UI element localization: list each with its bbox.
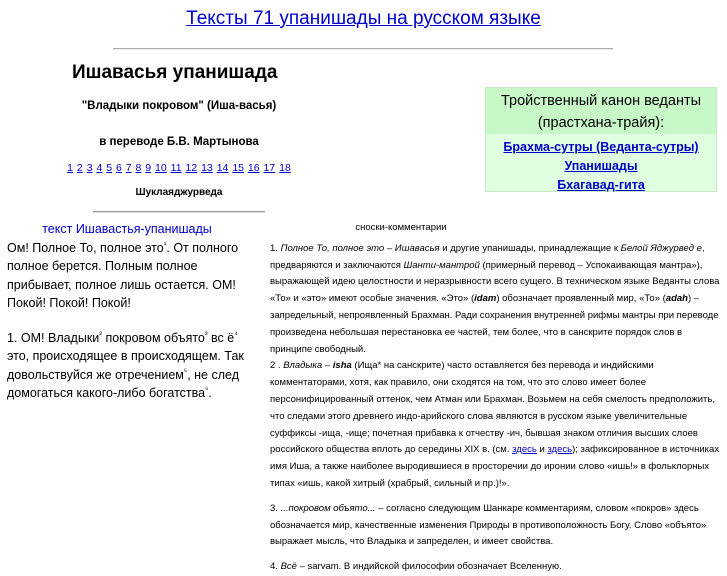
section-divider (93, 211, 265, 213)
text-toc-link[interactable]: текст Ишавастья-упанишады (42, 222, 212, 236)
site-title (0, 8, 727, 30)
page-link[interactable]: 1 (67, 162, 73, 174)
page-link[interactable]: 7 (125, 162, 132, 174)
note-4: 4. Всё – sarvam. В индийской философии обозначает Вселенную. (270, 561, 562, 573)
page-link[interactable]: 13 (201, 162, 213, 174)
note-link-here-2[interactable]: здесь (547, 444, 573, 456)
canon-heading-line1: Тройственный канон веданты (500, 93, 702, 109)
page-link[interactable]: 17 (263, 162, 276, 174)
note-3: 3. ...покровом объято... – согласно следующим Шанкаре комментариям, словом «покров» здесь обозначается мир, качественные изменения Природы в противоположность Богу. Слово «объято» выражает мысль, что Владыка и запределен, и имеет свойства. (270, 502, 707, 548)
page-link[interactable]: 15 (232, 162, 244, 174)
top-divider (113, 48, 613, 50)
page-link[interactable]: 3 (86, 162, 93, 174)
page-link[interactable]: 8 (135, 162, 142, 174)
page-links (0, 162, 358, 174)
invocation-text: Ом! Полное То, полное это$^{^1}$. От полного полное берется. Полным полное прибывает, полное лишь остается. ОМ! Покой! Покой! Покой! (7, 239, 239, 310)
page-title: Ишавасья упанишада (72, 62, 278, 83)
page-link[interactable]: 10 (155, 162, 167, 174)
page-link[interactable]: 5 (106, 162, 113, 174)
verse-1: 1. ОМ! Владыки$^{^2}$ покровом объято$^{^3}$ вс $ё^{^4}$ это, происходящее в происходящем. Так довольствуйся же отречением$^{^5}$, не след домогаться какого-либо богатства$^{^6}$. (7, 329, 244, 400)
page-link[interactable]: 14 (216, 162, 229, 174)
page-link[interactable]: 6 (115, 162, 122, 174)
canon-link-upanishads[interactable]: Упанишады (564, 159, 638, 173)
site-title-link[interactable]: Тексты 71 упанишады на русском языке (186, 8, 541, 29)
page-link[interactable]: 12 (185, 162, 198, 174)
note-1: 1. Полное То, полное это – Ишавасья и другие упанишады, принадлежащие к Белой Яджурвед е, предваряются и заключаются Шанти-мантрой (примерный перевод – Успокаивающая мантра»), выражающей идею целостности и неразрывности всего сущего. В техническом языке Веданты слова «То» и «это» имеют особые значения. «Это» (idam) обозначает проявленный мир, «То» (adah) – запредельный, непроявленный Брахман. Ради сохранения внутренней рифмы мантры при переводе произведена небольшая перестановка ее частей, тем более, что в санскрите порядок слов в принципе свободный. (270, 242, 720, 355)
page-link[interactable]: 16 (247, 162, 260, 174)
canon-links (486, 138, 716, 195)
notes-column (270, 220, 722, 576)
canon-box (485, 87, 717, 192)
canon-heading (486, 88, 716, 134)
page-link[interactable]: 9 (145, 162, 152, 174)
note-2: 2 . Владыка – isha (Ища* на санскрите) часто оставляется без перевода и индийскими комментаторами, хотя, как правило, они сходятся на том, что это слово имеет более персонифицированный оттенок, чем Атман или Брахман. Возьмем на себя смелость предположить, что следами этого древнего индо-арийского слова являются в русском языке увеличительные суффиксы -ища, -ище; почетная прибавка к отчеству -ич, бывшая знаком отличия высших слоев российского общества вплоть до середины XIX в. (см. здесь и здесь); зафиксированное в источниках имя Иша, а также наиболее выродившиеся в простоpечии до иронии слово «ишь!» в фольклорных типах «ишь, какой хитрый (храбрый, сильный и пр.)!». (270, 360, 720, 489)
canon-heading-line2: (прастхана-трайя): (537, 115, 665, 131)
note-link-here-1[interactable]: здесь (512, 444, 537, 456)
page-link[interactable]: 2 (76, 162, 83, 174)
canon-link-brahma-sutras[interactable]: Брахма-сутры (Веданта-сутры) (503, 140, 699, 154)
page-link[interactable]: 4 (96, 162, 103, 174)
text-column (7, 220, 247, 403)
page-link[interactable]: 11 (170, 162, 182, 174)
translation-credit: в переводе Б.В. Мартынова (99, 136, 259, 148)
veda-label: Шуклаяджурведа (135, 187, 223, 198)
page-subtitle: "Владыки покровом" (Иша-васья) (81, 100, 277, 112)
canon-link-bhagavad-gita[interactable]: Бхагавад-гита (557, 178, 645, 192)
notes-title: сноски-комментарии (355, 222, 447, 233)
page-link[interactable]: 18 (279, 162, 291, 174)
